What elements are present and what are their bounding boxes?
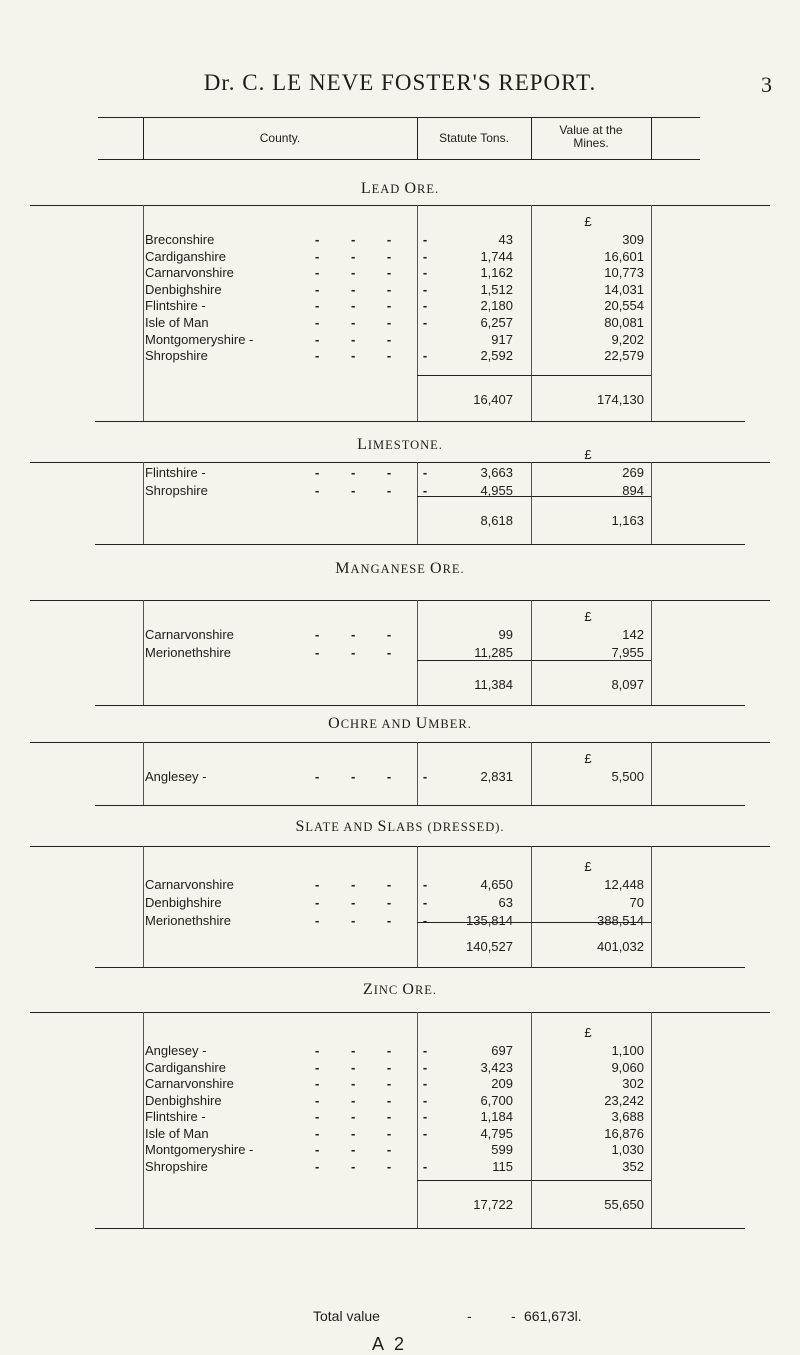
table-row xyxy=(145,331,655,349)
tons-cell: 63 xyxy=(498,895,513,910)
subtotal-rule xyxy=(417,922,651,923)
section-title-part: O xyxy=(402,981,415,998)
county-name: Shropshire xyxy=(145,348,208,364)
column-divider xyxy=(143,846,144,967)
leader-dashes: - - - - xyxy=(315,298,442,314)
county-name: Shropshire xyxy=(145,1158,208,1174)
total-tons: 17,722 xyxy=(473,1197,513,1212)
tons-cell: 11,285 xyxy=(474,644,513,660)
section-title-part: U xyxy=(415,715,429,732)
value-column-header-line2: Mines. xyxy=(573,136,609,150)
county-name: Carnarvonshire xyxy=(145,1076,234,1091)
county-name: Cardiganshire xyxy=(145,1059,226,1075)
county-name: Cardiganshire xyxy=(145,248,226,264)
leader-dashes: - - - - xyxy=(315,232,442,247)
section-title-part: L xyxy=(357,436,368,453)
table-rule xyxy=(95,805,745,806)
table-row xyxy=(145,1125,655,1143)
pound-sign: £ xyxy=(584,751,592,766)
value-cell: 9,060 xyxy=(611,1059,644,1075)
county-column-header: County. xyxy=(259,131,301,145)
total-row xyxy=(145,391,655,409)
table-row xyxy=(145,464,655,482)
tons-cell: 3,423 xyxy=(480,1059,513,1075)
leader-dashes: - - - - xyxy=(315,1125,442,1141)
leader-dashes: - - - - xyxy=(315,1109,442,1124)
table-row xyxy=(145,482,655,500)
leader-dashes: - - - - xyxy=(315,913,442,928)
value-cell: 10,773 xyxy=(604,265,644,281)
tons-cell: 4,650 xyxy=(480,877,513,892)
total-tons: 8,618 xyxy=(480,513,513,528)
county-name: Merionethshire xyxy=(145,644,231,660)
section-title-part: RE. xyxy=(442,562,465,576)
section-title-part: Z xyxy=(362,981,374,998)
value-cell: 23,242 xyxy=(604,1092,644,1108)
page-title: Dr. C. LE NEVE FOSTER'S REPORT. xyxy=(203,70,597,95)
leader-dashes: - - - - xyxy=(315,281,442,297)
leader-dashes: - - - - xyxy=(315,1158,442,1174)
tons-cell: 2,831 xyxy=(480,769,513,784)
tons-column-header: Statute Tons. xyxy=(439,131,509,145)
county-name: Merionethshire xyxy=(145,913,231,928)
leader-dashes: - - - xyxy=(315,331,406,347)
county-name: Montgomeryshire - xyxy=(145,1142,254,1157)
value-cell: 1,030 xyxy=(611,1142,644,1157)
table-row xyxy=(145,1075,655,1093)
leader-dashes: - - - xyxy=(315,1142,406,1157)
section-title xyxy=(0,818,800,836)
page-header xyxy=(0,70,800,110)
table-row xyxy=(145,1108,655,1126)
section-title-part: L xyxy=(360,180,372,197)
section-title xyxy=(0,560,800,578)
table-rule xyxy=(30,205,770,206)
section-title-part: ANGANESE xyxy=(350,562,431,576)
table-rule xyxy=(95,1228,745,1229)
section-title-part: LATE AND xyxy=(305,820,378,834)
county-name: Isle of Man xyxy=(145,315,209,330)
column-divider xyxy=(143,742,144,805)
value-cell: 9,202 xyxy=(611,331,644,347)
county-name: Flintshire - xyxy=(145,298,206,314)
table-row xyxy=(145,644,655,662)
total-value: 401,032 xyxy=(597,939,644,954)
table-rule xyxy=(30,462,770,463)
tons-cell: 3,663 xyxy=(480,465,513,480)
value-cell: 269 xyxy=(622,465,644,480)
table-row xyxy=(145,876,655,894)
county-name: Carnarvonshire xyxy=(145,265,234,281)
table-row xyxy=(145,1092,655,1110)
table-row xyxy=(145,768,655,786)
grand-total-amount: 661,673l. xyxy=(524,1308,582,1324)
section-title-part: INC xyxy=(373,983,403,997)
subtotal-rule xyxy=(417,375,651,376)
table-row xyxy=(145,912,655,930)
column-divider xyxy=(143,205,144,421)
table-row xyxy=(145,626,655,644)
total-row xyxy=(145,1196,655,1214)
value-cell: 142 xyxy=(622,627,644,642)
tons-cell: 2,180 xyxy=(480,298,513,314)
tons-cell: 115 xyxy=(492,1158,513,1174)
table-rule xyxy=(95,705,745,706)
county-name: Denbighshire xyxy=(145,895,222,910)
table-row xyxy=(145,1158,655,1176)
total-tons: 11,384 xyxy=(474,677,513,692)
tons-cell: 2,592 xyxy=(480,348,513,364)
section-title-part: RE. xyxy=(414,983,438,997)
section-title-part: IMESTONE. xyxy=(367,438,443,452)
county-name: Shropshire xyxy=(145,483,208,498)
county-name: Carnarvonshire xyxy=(145,627,234,642)
tons-cell: 1,744 xyxy=(480,248,513,264)
tons-cell: 43 xyxy=(498,232,513,247)
grand-total-leader-dash: - xyxy=(511,1308,516,1324)
section-title-part: O xyxy=(404,180,418,197)
leader-dashes: - - - - xyxy=(315,465,442,480)
county-name: Isle of Man xyxy=(145,1125,209,1141)
tons-cell: 4,955 xyxy=(480,483,513,498)
subtotal-rule xyxy=(417,496,651,497)
county-name: Montgomeryshire - xyxy=(145,331,254,347)
value-cell: 14,031 xyxy=(604,281,644,297)
tons-cell: 1,162 xyxy=(480,265,513,281)
total-value: 174,130 xyxy=(597,392,644,407)
section-title xyxy=(0,180,800,198)
pound-sign: £ xyxy=(584,609,592,624)
grand-total-label: Total value xyxy=(313,1308,380,1324)
value-cell: 1,100 xyxy=(611,1043,644,1058)
county-name: Denbighshire xyxy=(145,1092,222,1108)
tons-cell: 599 xyxy=(491,1142,513,1157)
table-row xyxy=(145,231,655,249)
value-cell: 894 xyxy=(622,483,644,498)
value-column-header-line1: Value at the xyxy=(559,123,623,137)
leader-dashes: - - - xyxy=(315,644,406,660)
section-title-part: O xyxy=(328,715,341,732)
table-rule xyxy=(95,967,745,968)
total-value: 8,097 xyxy=(611,677,644,692)
table-row xyxy=(145,297,655,315)
table-row xyxy=(145,264,655,282)
value-cell: 7,955 xyxy=(611,644,644,660)
table-row xyxy=(145,347,655,365)
column-divider xyxy=(143,600,144,705)
value-cell: 80,081 xyxy=(604,315,644,330)
section-title-part: O xyxy=(430,560,443,577)
county-name: Flintshire - xyxy=(145,1109,206,1124)
leader-dashes: - - - xyxy=(315,627,406,642)
county-name: Denbighshire xyxy=(145,281,222,297)
value-cell: 22,579 xyxy=(604,348,644,364)
section-title xyxy=(0,715,800,733)
section-title-part: S xyxy=(295,818,306,835)
leader-dashes: - - - - xyxy=(315,877,442,892)
section-title-part: MBER. xyxy=(428,717,472,731)
leader-dashes: - - - - xyxy=(315,1076,442,1091)
table-rule xyxy=(30,742,770,743)
subtotal-rule xyxy=(417,660,651,661)
table-rule xyxy=(30,1012,770,1013)
county-name: Breconshire xyxy=(145,232,215,247)
tons-cell: 697 xyxy=(491,1043,513,1058)
section-title xyxy=(0,981,800,999)
column-divider xyxy=(143,1012,144,1228)
tons-cell: 1,512 xyxy=(480,281,513,297)
page-number: 3 xyxy=(761,72,772,97)
leader-dashes: - - - - xyxy=(315,265,442,281)
tons-cell: 1,184 xyxy=(480,1109,513,1124)
section-title-part: RE. xyxy=(417,182,440,196)
value-cell: 5,500 xyxy=(611,769,644,784)
value-cell: 20,554 xyxy=(604,298,644,314)
table-rule xyxy=(95,544,745,545)
value-cell: 352 xyxy=(622,1158,644,1174)
total-tons: 16,407 xyxy=(473,392,513,407)
leader-dashes: - - - - xyxy=(315,895,442,910)
table-row xyxy=(145,314,655,332)
leader-dashes: - - - - xyxy=(315,483,442,498)
table-row xyxy=(145,1042,655,1060)
leader-dashes: - - - - xyxy=(315,1043,442,1058)
pound-sign: £ xyxy=(584,859,592,874)
value-cell: 12,448 xyxy=(604,877,644,892)
table-row xyxy=(145,1059,655,1077)
table-row xyxy=(145,248,655,266)
value-cell: 309 xyxy=(622,232,644,247)
value-cell: 16,601 xyxy=(604,248,644,264)
pound-sign: £ xyxy=(584,214,592,229)
leader-dashes: - - - - xyxy=(315,348,442,364)
table-rule xyxy=(30,846,770,847)
value-cell: 70 xyxy=(629,895,644,910)
total-value: 1,163 xyxy=(611,513,644,528)
county-name: Anglesey - xyxy=(145,1043,207,1058)
value-cell: 302 xyxy=(622,1076,644,1091)
value-cell: 388,514 xyxy=(597,913,644,928)
value-cell: 3,688 xyxy=(611,1109,644,1124)
county-name: Flintshire - xyxy=(145,465,206,480)
signature-mark: A 2 xyxy=(372,1334,408,1354)
table-row xyxy=(145,1141,655,1159)
table-rule xyxy=(95,421,745,422)
pound-sign: £ xyxy=(584,1025,592,1040)
leader-dashes: - - - - xyxy=(315,1092,442,1108)
leader-dashes: - - - - xyxy=(315,1059,442,1075)
section-title-part: S xyxy=(377,818,388,835)
tons-cell: 6,257 xyxy=(480,315,513,330)
tons-cell: 917 xyxy=(491,331,513,347)
table-row xyxy=(145,281,655,299)
subtotal-rule xyxy=(417,1180,651,1181)
tons-cell: 135,814 xyxy=(466,913,513,928)
value-cell: 16,876 xyxy=(604,1125,644,1141)
total-value: 55,650 xyxy=(604,1197,644,1212)
section-title-part: LABS (DRESSED). xyxy=(387,820,505,834)
tons-cell: 6,700 xyxy=(480,1092,513,1108)
section-title-part: CHRE AND xyxy=(340,717,416,731)
total-row xyxy=(145,938,655,956)
total-row xyxy=(145,512,655,530)
tons-cell: 99 xyxy=(498,627,513,642)
table-rule xyxy=(30,600,770,601)
county-name: Anglesey - xyxy=(145,769,207,784)
leader-dashes: - - - - xyxy=(315,315,442,330)
section-title-part: EAD xyxy=(371,182,405,196)
table-row xyxy=(145,894,655,912)
total-row xyxy=(145,676,655,694)
section-title xyxy=(0,436,800,454)
section-title-part: M xyxy=(335,560,351,577)
tons-cell: 209 xyxy=(491,1076,513,1091)
column-divider xyxy=(143,462,144,544)
grand-total-leader-dash: - xyxy=(467,1308,472,1324)
county-name: Carnarvonshire xyxy=(145,877,234,892)
tons-cell: 4,795 xyxy=(480,1125,513,1141)
total-tons: 140,527 xyxy=(466,939,513,954)
pound-sign: £ xyxy=(584,447,592,462)
leader-dashes: - - - - xyxy=(315,248,442,264)
leader-dashes: - - - - xyxy=(315,769,442,784)
